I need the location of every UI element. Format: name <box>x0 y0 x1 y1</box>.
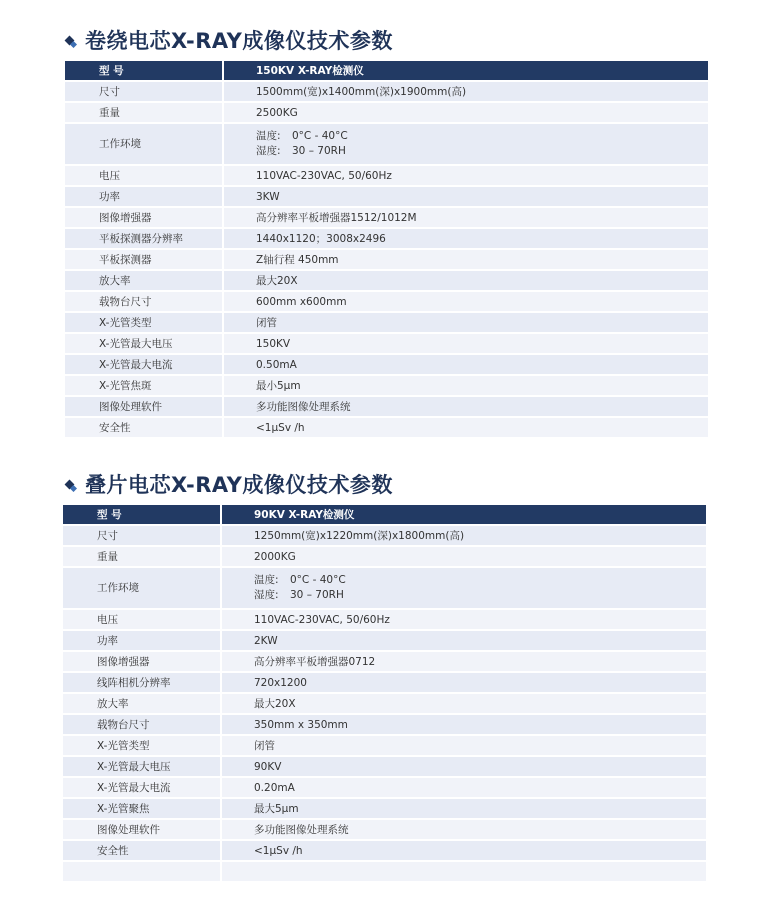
row-label: 重量 <box>65 102 223 123</box>
row-value: 高分辨率平板增强器0712 <box>221 651 706 672</box>
row-value: 720x1200 <box>221 672 706 693</box>
row-label: 放大率 <box>65 270 223 291</box>
row-label: 线阵相机分辨率 <box>63 672 221 693</box>
table-row <box>63 756 706 777</box>
row-label: 图像增强器 <box>63 651 221 672</box>
table-row <box>63 798 706 819</box>
table-row <box>65 417 708 438</box>
row-label: X-光管类型 <box>65 312 223 333</box>
table-row <box>63 861 706 882</box>
row-value: 最大5μm <box>221 798 706 819</box>
row-label: X-光管最大电压 <box>65 333 223 354</box>
table-row <box>63 819 706 840</box>
env-line <box>254 573 706 588</box>
env-value: 30 – 70RH <box>290 589 344 601</box>
table-row <box>63 672 706 693</box>
env-value: 0°C - 40°C <box>292 130 348 142</box>
table-row <box>65 165 708 186</box>
section-title-row <box>0 22 783 56</box>
table-row <box>63 546 706 567</box>
diamond-bullet-icon <box>63 478 77 492</box>
table-row <box>63 693 706 714</box>
header-value: 150KV X-RAY检测仪 <box>223 61 708 81</box>
row-label: X-光管最大电流 <box>65 354 223 375</box>
row-value: 1500mm(宽)x1400mm(深)x1900mm(高) <box>223 81 708 102</box>
section-title: 叠片电芯X-RAY成像仪技术参数 <box>85 473 393 497</box>
row-label: 尺寸 <box>63 525 221 546</box>
env-label: 温度: <box>254 574 279 586</box>
row-value: 90KV <box>221 756 706 777</box>
row-value <box>221 567 706 609</box>
table-row <box>65 249 708 270</box>
row-value <box>223 123 708 165</box>
section-winding <box>0 22 783 434</box>
table-row <box>65 291 708 312</box>
row-value <box>221 861 706 882</box>
table-row <box>65 81 708 102</box>
row-label <box>63 861 221 882</box>
row-value: 1250mm(宽)x1220mm(深)x1800mm(高) <box>221 525 706 546</box>
table-row <box>65 207 708 228</box>
row-label: 平板探测器 <box>65 249 223 270</box>
spec-table <box>65 61 708 439</box>
env-label: 湿度: <box>254 589 279 601</box>
row-label: 安全性 <box>63 840 221 861</box>
table-row <box>65 228 708 249</box>
row-value: 最大20X <box>221 693 706 714</box>
header-value: 90KV X-RAY检测仪 <box>221 505 706 525</box>
diamond-bullet-icon <box>63 34 77 48</box>
row-value: 高分辨率平板增强器1512/1012M <box>223 207 708 228</box>
row-value: 多功能图像处理系统 <box>221 819 706 840</box>
row-label: 载物台尺寸 <box>63 714 221 735</box>
table-row <box>65 396 708 417</box>
spec-table <box>63 505 706 883</box>
table-header-row <box>63 505 706 525</box>
env-line <box>254 588 706 603</box>
table-row <box>63 735 706 756</box>
env-line <box>256 129 708 144</box>
table-row <box>65 375 708 396</box>
section-stacking <box>0 466 783 857</box>
row-label: 电压 <box>65 165 223 186</box>
row-value: 350mm x 350mm <box>221 714 706 735</box>
table-row <box>65 354 708 375</box>
row-value: 0.50mA <box>223 354 708 375</box>
table-row <box>63 651 706 672</box>
row-label: X-光管焦斑 <box>65 375 223 396</box>
env-label: 湿度: <box>256 145 281 157</box>
row-label: 图像增强器 <box>65 207 223 228</box>
row-label: 图像处理软件 <box>65 396 223 417</box>
row-label: 电压 <box>63 609 221 630</box>
row-label: 工作环境 <box>63 567 221 609</box>
env-label: 温度: <box>256 130 281 142</box>
row-value: 闭管 <box>223 312 708 333</box>
row-label: 图像处理软件 <box>63 819 221 840</box>
table-row <box>63 777 706 798</box>
row-label: 工作环境 <box>65 123 223 165</box>
row-label: 尺寸 <box>65 81 223 102</box>
table-row <box>65 312 708 333</box>
row-value: <1μSv /h <box>223 417 708 438</box>
row-value: 110VAC-230VAC, 50/60Hz <box>221 609 706 630</box>
table-row <box>63 840 706 861</box>
table-row <box>65 102 708 123</box>
row-label: 平板探测器分辨率 <box>65 228 223 249</box>
row-value: 最大20X <box>223 270 708 291</box>
env-line <box>256 144 708 159</box>
table-row <box>65 270 708 291</box>
row-value: 最小5μm <box>223 375 708 396</box>
row-value: 闭管 <box>221 735 706 756</box>
table-row <box>63 567 706 609</box>
row-value: 150KV <box>223 333 708 354</box>
row-label: 载物台尺寸 <box>65 291 223 312</box>
header-label: 型 号 <box>63 505 221 525</box>
section-title-row <box>0 466 783 500</box>
section-title: 卷绕电芯X-RAY成像仪技术参数 <box>85 29 393 53</box>
row-value: <1μSv /h <box>221 840 706 861</box>
env-value: 0°C - 40°C <box>290 574 346 586</box>
row-value: 多功能图像处理系统 <box>223 396 708 417</box>
table-row <box>63 525 706 546</box>
row-label: 安全性 <box>65 417 223 438</box>
row-label: X-光管类型 <box>63 735 221 756</box>
table-row <box>63 609 706 630</box>
row-label: X-光管最大电流 <box>63 777 221 798</box>
row-value: 2KW <box>221 630 706 651</box>
row-value: 3KW <box>223 186 708 207</box>
row-value: 600mm x600mm <box>223 291 708 312</box>
row-label: 功率 <box>63 630 221 651</box>
row-label: X-光管最大电压 <box>63 756 221 777</box>
table-row <box>65 186 708 207</box>
table-row <box>65 123 708 165</box>
table-row <box>65 333 708 354</box>
row-value: 2000KG <box>221 546 706 567</box>
row-label: 功率 <box>65 186 223 207</box>
row-value: 1440x1120；3008x2496 <box>223 228 708 249</box>
row-label: X-光管聚焦 <box>63 798 221 819</box>
row-label: 放大率 <box>63 693 221 714</box>
row-value: 110VAC-230VAC, 50/60Hz <box>223 165 708 186</box>
row-value: Z轴行程 450mm <box>223 249 708 270</box>
row-value: 0.20mA <box>221 777 706 798</box>
table-row <box>63 714 706 735</box>
env-value: 30 – 70RH <box>292 145 346 157</box>
row-value: 2500KG <box>223 102 708 123</box>
table-header-row <box>65 61 708 81</box>
table-row <box>63 630 706 651</box>
header-label: 型 号 <box>65 61 223 81</box>
row-label: 重量 <box>63 546 221 567</box>
